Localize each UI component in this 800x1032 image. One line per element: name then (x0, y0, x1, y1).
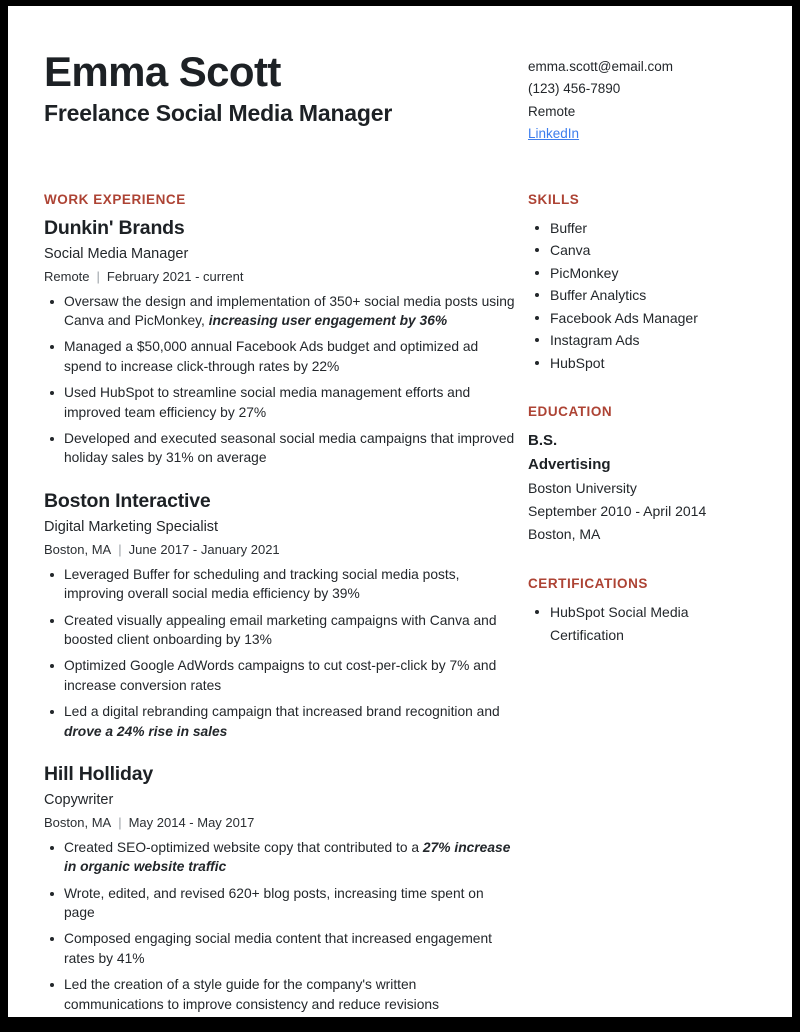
section-title-education: EDUCATION (528, 404, 613, 420)
job-bullet-list (44, 838, 516, 1014)
section-title-skills: SKILLS (528, 191, 580, 207)
contact-phone[interactable]: (123) 456-7890 (528, 81, 621, 97)
education-school: Boston University (528, 480, 637, 497)
job-bullet-list (44, 292, 516, 468)
main-column (44, 192, 516, 1014)
job-bullet (44, 337, 516, 376)
skill-item: Buffer (528, 217, 756, 240)
job-bullet (44, 611, 516, 650)
job-entry (44, 217, 516, 468)
job-bullet (44, 929, 516, 968)
section-title-certifications: CERTIFICATIONS (528, 576, 648, 592)
bullet-text: Oversaw the design and implementation of 350+ social media posts using Canva and PicMonkey, (64, 293, 515, 328)
skill-item: Facebook Ads Manager (528, 307, 756, 330)
job-bullet-list (44, 565, 516, 741)
bullet-emphasis: increasing user engagement by 36% (208, 312, 448, 328)
job-meta (44, 540, 516, 560)
bullet-text: Leveraged Buffer for scheduling and tracking social media posts, improving overall social media efficiency by 39% (64, 566, 460, 602)
education-dates: September 2010 - April 2014 (528, 503, 707, 520)
job-bullet (44, 838, 516, 877)
job-role: Copywriter (44, 792, 114, 809)
job-bullet (44, 292, 516, 331)
bullet-text: Created SEO-optimized website copy that contributed to a (64, 839, 423, 855)
job-location: Boston, MA (44, 542, 112, 558)
bullet-text: Composed engaging social media content that increased engagement rates by 41% (64, 931, 492, 966)
bullet-emphasis: drove a 24% rise in sales (64, 723, 228, 739)
resume-body (44, 192, 756, 1014)
resume-document (8, 6, 792, 1017)
section-work-experience (44, 192, 516, 1014)
bullet-emphasis: 27% increase in organic website traffic (64, 839, 511, 875)
job-role: Digital Marketing Specialist (44, 519, 219, 536)
meta-separator: | (118, 815, 122, 831)
section-education (528, 404, 756, 546)
job-bullet (44, 429, 516, 468)
education-location: Boston, MA (528, 526, 601, 543)
bullet-text: Developed and executed seasonal social media campaigns that improved holiday sales by 31% on average (64, 430, 515, 466)
certifications-list (528, 601, 756, 646)
job-dates: May 2014 - May 2017 (128, 815, 255, 831)
job-dates: February 2021 - current (106, 269, 244, 285)
job-bullet (44, 656, 516, 695)
job-role: Social Media Manager (44, 246, 189, 263)
job-list (44, 217, 516, 1014)
skill-item: Instagram Ads (528, 329, 756, 352)
bullet-text: Used HubSpot to streamline social media management efforts and improved team efficiency by 27% (64, 385, 471, 420)
job-bullet (44, 975, 516, 1014)
bullet-text: Created visually appealing email marketing campaigns with Canva and boosted client onboarding by 13% (64, 612, 497, 647)
job-bullet (44, 702, 516, 741)
section-skills (528, 192, 756, 375)
bullet-text: Wrote, edited, and revised 620+ blog posts, increasing time spent on page (64, 885, 484, 921)
contact-location: Remote (528, 103, 576, 119)
meta-separator: | (96, 269, 100, 285)
skill-item: HubSpot (528, 352, 756, 375)
resume-page (8, 6, 792, 1017)
linkedin-link[interactable]: LinkedIn (528, 126, 580, 142)
job-location: Remote (44, 269, 90, 285)
section-certifications (528, 576, 756, 646)
education-degree: B.S. (528, 432, 558, 450)
bullet-text: Managed a $50,000 annual Facebook Ads budget and optimized ad spend to increase click-through rates by 22% (64, 339, 479, 374)
sidebar-column (528, 192, 756, 1014)
job-meta (44, 267, 516, 287)
bullet-text: Led a digital rebranding campaign that increased brand recognition and (64, 704, 500, 720)
education-field: Advertising (528, 456, 611, 474)
certification-item: HubSpot Social Media Certification (528, 601, 756, 646)
skill-item: PicMonkey (528, 262, 756, 285)
job-location: Boston, MA (44, 815, 112, 831)
job-company: Dunkin' Brands (44, 216, 185, 239)
bullet-text: Led the creation of a style guide for the company's written communications to improve consistency and reduce revisions (64, 977, 439, 1012)
job-bullet (44, 884, 516, 923)
candidate-name: Emma Scott (44, 48, 281, 95)
job-company: Hill Holliday (44, 762, 154, 785)
job-meta (44, 813, 516, 833)
section-title-work-experience: WORK EXPERIENCE (44, 191, 186, 207)
skills-list (528, 217, 756, 375)
skill-item: Canva (528, 239, 756, 262)
job-bullet (44, 565, 516, 604)
candidate-headline: Freelance Social Media Manager (44, 99, 393, 126)
meta-separator: | (118, 542, 122, 558)
resume-header (44, 50, 756, 146)
contact-block (528, 50, 756, 146)
job-entry (44, 490, 516, 741)
job-bullet (44, 383, 516, 422)
bullet-text: Optimized Google AdWords campaigns to cut cost-per-click by 7% and increase conversion rates (64, 658, 497, 693)
header-identity (44, 50, 514, 126)
job-company: Boston Interactive (44, 489, 211, 512)
job-entry (44, 763, 516, 1014)
job-dates: June 2017 - January 2021 (128, 542, 280, 558)
skill-item: Buffer Analytics (528, 284, 756, 307)
contact-email[interactable]: emma.scott@email.com (528, 59, 673, 74)
